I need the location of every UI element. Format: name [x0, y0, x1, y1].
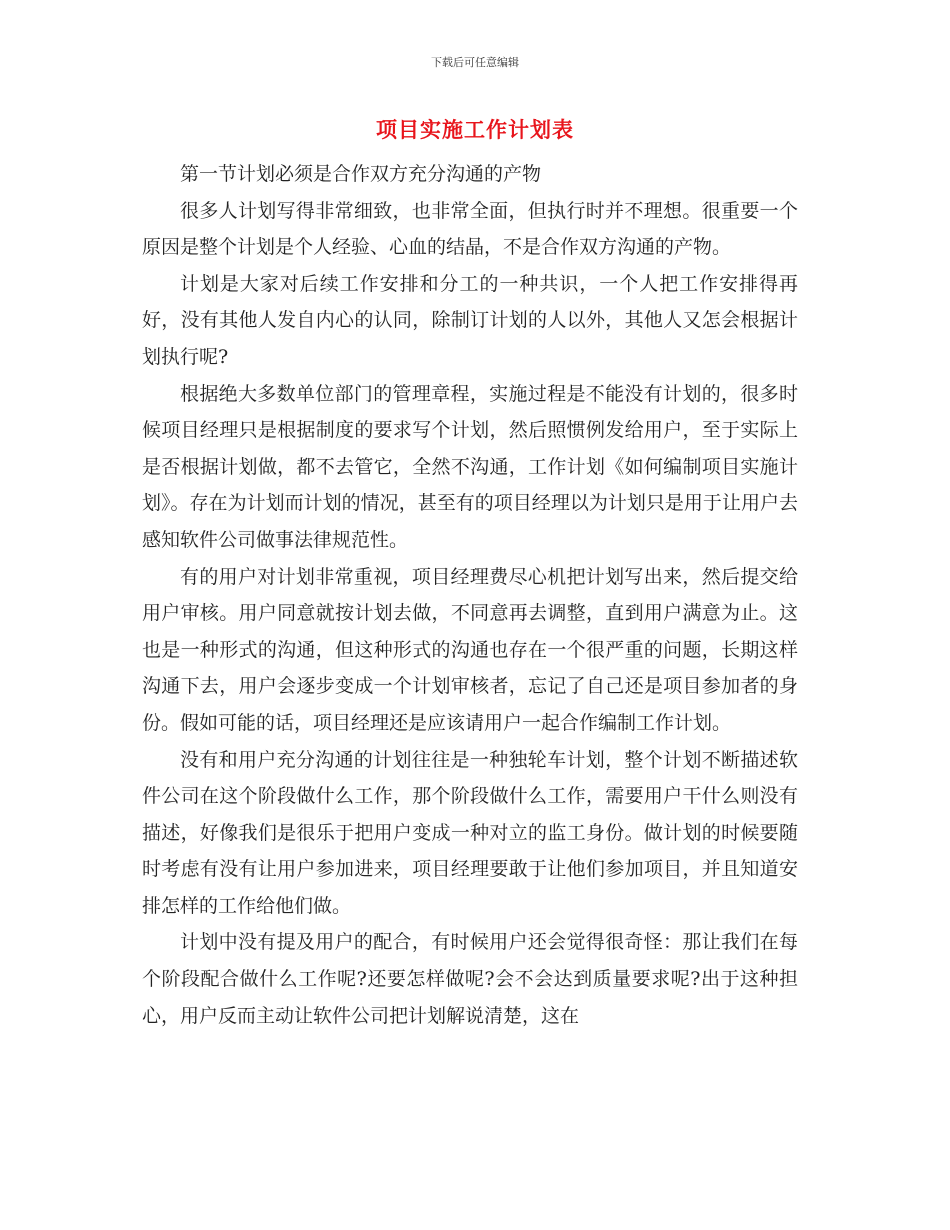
document-title: 项目实施工作计划表	[376, 118, 574, 142]
paragraph: 很多人计划写得非常细致，也非常全面，但执行时并不理想。很重要一个原因是整个计划是个人经验、心血的结晶，不是合作双方沟通的产物。	[142, 199, 798, 259]
header-note: 下载后可任意编辑	[431, 56, 519, 69]
section-heading: 第一节计划必须是合作双方充分沟通的产物	[180, 163, 542, 185]
document-body	[142, 156, 798, 1034]
paragraph: 根据绝大多数单位部门的管理章程，实施过程是不能没有计划的，很多时候项目经理只是根据制度的要求写个计划，然后照惯例发给用户，至于实际上是否根据计划做，都不去管它，全然不沟通，工作计划《如何编制项目实施计划》。存在为计划而计划的情况，甚至有的项目经理以为计划只是用于让用户去感知软件公司做事法律规范性。	[142, 382, 798, 551]
paragraph: 计划是大家对后续工作安排和分工的一种共识，一个人把工作安排得再好，没有其他人发自内心的认同，除制订计划的人以外，其他人又怎会根据计划执行呢?	[142, 272, 798, 368]
paragraph: 有的用户对计划非常重视，项目经理费尽心机把计划写出来，然后提交给用户审核。用户同意就按计划去做，不同意再去调整，直到用户满意为止。这也是一种形式的沟通，但这种形式的沟通也存在一个很严重的问题，长期这样沟通下去，用户会逐步变成一个计划审核者，忘记了自己还是项目参加者的身份。假如可能的话，项目经理还是应该请用户一起合作编制工作计划。	[142, 565, 798, 734]
paragraph: 没有和用户充分沟通的计划往往是一种独轮车计划，整个计划不断描述软件公司在这个阶段做什么工作，那个阶段做什么工作，需要用户干什么则没有描述，好像我们是很乐于把用户变成一种对立的监工身份。做计划的时候要随时考虑有没有让用户参加进来，项目经理要敢于让他们参加项目，并且知道安排怎样的工作给他们做。	[142, 748, 798, 917]
paragraph: 计划中没有提及用户的配合，有时候用户还会觉得很奇怪：那让我们在每个阶段配合做什么工作呢?还要怎样做呢?会不会达到质量要求呢?出于这种担心，用户反而主动让软件公司把计划解说清楚，这在	[142, 931, 798, 1027]
